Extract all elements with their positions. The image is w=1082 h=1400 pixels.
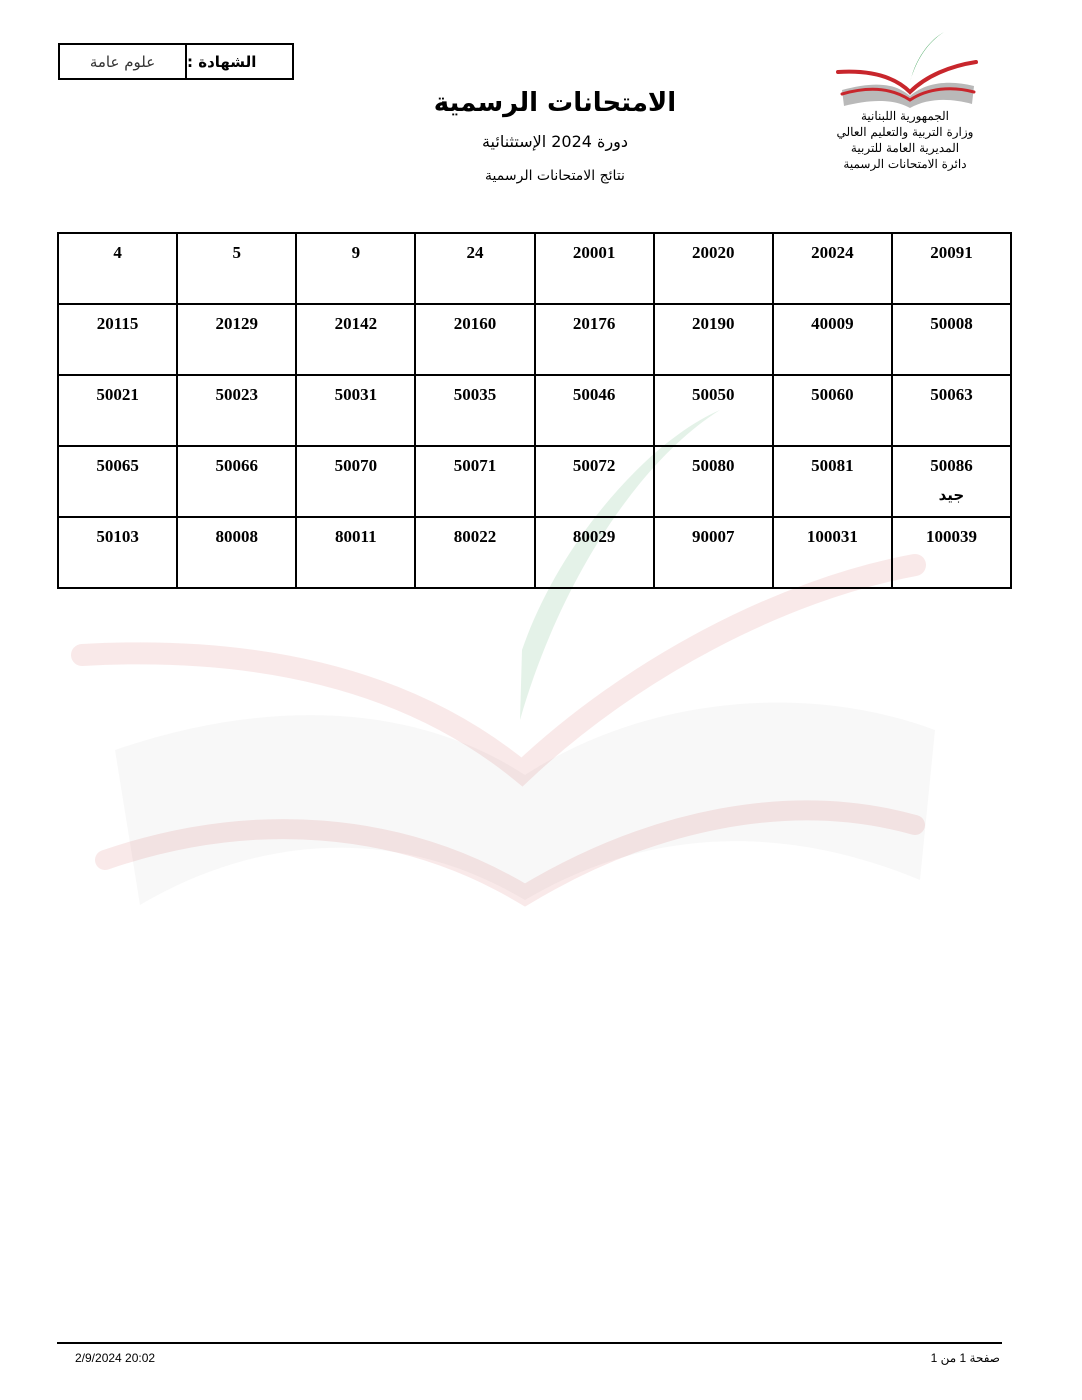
ministry-block — [820, 108, 990, 172]
result-cell — [535, 517, 654, 588]
result-cell — [892, 446, 1011, 517]
candidate-number: 50071 — [453, 456, 497, 475]
candidate-number: 24 — [466, 243, 484, 262]
results-title: نتائج الامتحانات الرسمية — [485, 168, 625, 184]
result-cell — [296, 233, 415, 304]
ministry-logo-icon — [832, 30, 982, 110]
candidate-number: 20176 — [572, 314, 616, 333]
results-table — [57, 232, 1012, 589]
result-cell — [177, 446, 296, 517]
candidate-number: 50063 — [930, 385, 973, 404]
result-cell — [177, 517, 296, 588]
candidate-number: 4 — [113, 243, 122, 262]
result-cell — [892, 304, 1011, 375]
candidate-number: 80008 — [215, 527, 258, 546]
grade-label: جيد — [938, 486, 965, 504]
candidate-number: 50060 — [811, 385, 854, 404]
candidate-number: 100039 — [925, 527, 977, 546]
result-cell — [296, 446, 415, 517]
candidate-number: 20091 — [930, 243, 973, 262]
result-cell — [296, 375, 415, 446]
candidate-number: 50050 — [691, 385, 735, 404]
result-cell — [535, 233, 654, 304]
table-row — [58, 304, 1011, 375]
candidate-number: 50023 — [215, 385, 258, 404]
result-cell — [177, 304, 296, 375]
result-cell — [892, 517, 1011, 588]
result-cell — [58, 446, 177, 517]
footer-divider — [57, 1342, 1002, 1344]
table-row — [58, 233, 1011, 304]
candidate-number: 9 — [351, 243, 361, 262]
candidate-number: 50103 — [96, 527, 139, 546]
candidate-number: 50008 — [930, 314, 973, 333]
candidate-number: 50086 — [930, 456, 973, 475]
certificate-value: علوم عامة — [60, 45, 187, 78]
candidate-number: 50065 — [96, 456, 139, 475]
candidate-number: 20129 — [215, 314, 258, 333]
candidate-number: 5 — [232, 243, 241, 262]
candidate-number: 80011 — [335, 527, 377, 546]
session-subtitle: دورة 2024 الإستثنائية — [481, 132, 629, 151]
candidate-number: 20160 — [453, 314, 497, 333]
result-cell — [58, 375, 177, 446]
result-cell — [773, 446, 892, 517]
result-cell — [296, 304, 415, 375]
result-cell — [58, 233, 177, 304]
certificate-box — [58, 43, 294, 80]
result-cell — [415, 446, 534, 517]
candidate-number: 50035 — [453, 385, 497, 404]
result-cell — [773, 375, 892, 446]
candidate-number: 20020 — [691, 243, 735, 262]
result-cell — [892, 375, 1011, 446]
result-cell — [654, 446, 773, 517]
candidate-number: 50066 — [215, 456, 258, 475]
candidate-number: 50072 — [572, 456, 616, 475]
result-cell — [535, 304, 654, 375]
candidate-number: 100031 — [806, 527, 858, 546]
ministry-line: الجمهورية اللبنانية — [860, 109, 950, 123]
result-cell — [654, 233, 773, 304]
result-cell — [773, 304, 892, 375]
result-cell — [177, 233, 296, 304]
candidate-number: 20024 — [811, 243, 854, 262]
candidate-number: 20001 — [572, 243, 616, 262]
table-row — [58, 446, 1011, 517]
result-cell — [415, 233, 534, 304]
result-cell — [415, 517, 534, 588]
result-cell — [415, 304, 534, 375]
candidate-number: 90007 — [691, 527, 735, 546]
certificate-label: الشهادة : — [187, 52, 257, 71]
ministry-line: دائرة الامتحانات الرسمية — [843, 157, 967, 171]
candidate-number: 40009 — [811, 314, 854, 333]
candidate-number: 20142 — [334, 314, 378, 333]
ministry-line: المديرية العامة للتربية — [850, 141, 960, 155]
result-cell — [773, 517, 892, 588]
ministry-line: وزارة التربية والتعليم العالي — [836, 125, 974, 139]
result-cell — [535, 446, 654, 517]
candidate-number: 50080 — [691, 456, 735, 475]
result-cell — [58, 517, 177, 588]
table-row — [58, 375, 1011, 446]
candidate-number: 50081 — [811, 456, 854, 475]
results-body — [58, 233, 1011, 588]
candidate-number: 80022 — [453, 527, 497, 546]
candidate-number: 20115 — [96, 314, 139, 333]
result-cell — [892, 233, 1011, 304]
result-cell — [296, 517, 415, 588]
candidate-number: 50031 — [334, 385, 378, 404]
result-cell — [773, 233, 892, 304]
page-title: الامتحانات الرسمية — [433, 88, 677, 118]
result-cell — [654, 375, 773, 446]
result-cell — [654, 304, 773, 375]
result-cell — [58, 304, 177, 375]
candidate-number: 50021 — [96, 385, 139, 404]
result-cell — [535, 375, 654, 446]
candidate-number: 80029 — [572, 527, 616, 546]
candidate-number: 50070 — [334, 456, 378, 475]
footer-date: 2/9/2024 20:02 — [75, 1351, 156, 1365]
result-cell — [177, 375, 296, 446]
footer-page-number: صفحة 1 من 1 — [930, 1351, 1000, 1365]
result-cell — [415, 375, 534, 446]
candidate-number: 50046 — [572, 385, 616, 404]
result-cell — [654, 517, 773, 588]
candidate-number: 20190 — [691, 314, 735, 333]
table-row — [58, 517, 1011, 588]
